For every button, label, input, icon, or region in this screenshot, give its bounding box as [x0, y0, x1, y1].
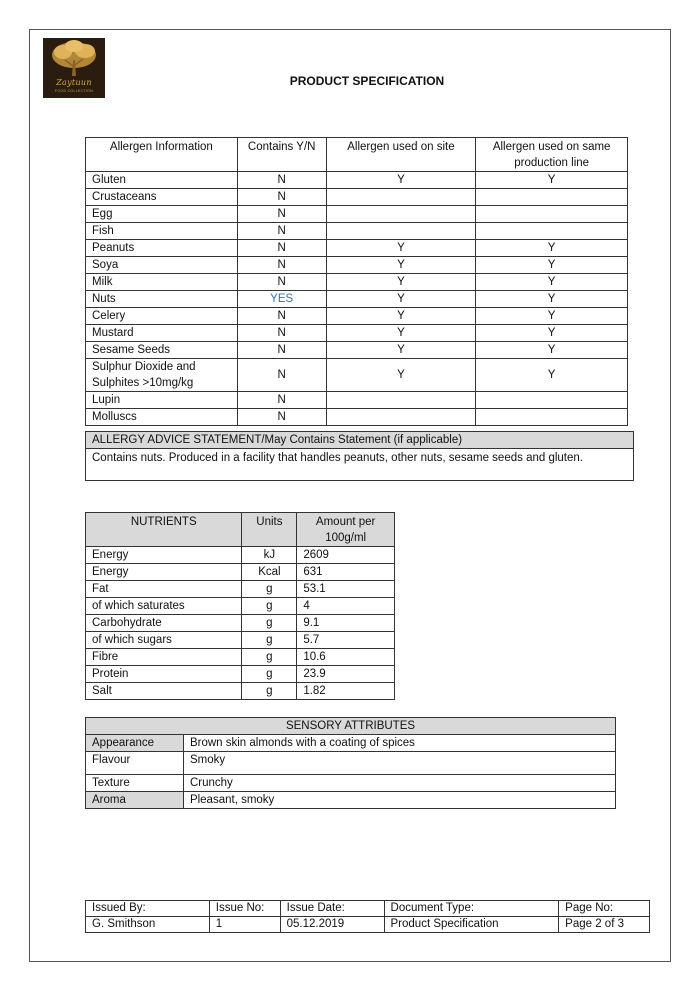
nutrient-name: Fat: [86, 581, 242, 598]
nutrient-unit: g: [242, 598, 297, 615]
issue-date-value: 05.12.2019: [280, 917, 384, 933]
allergen-contains: N: [237, 342, 326, 359]
nutrient-row: [86, 564, 395, 581]
sensory-heading: SENSORY ATTRIBUTES: [86, 718, 616, 735]
nutrient-name: of which saturates: [86, 598, 242, 615]
allergen-name: Gluten: [86, 172, 238, 189]
allergen-used-on-site: Y: [326, 274, 476, 291]
sensory-attribute-name: Appearance: [86, 735, 184, 752]
page-title: PRODUCT SPECIFICATION: [289, 74, 445, 88]
allergen-column-header: Allergen Information: [86, 138, 238, 172]
allergen-used-on-site: [326, 392, 476, 409]
allergen-used-on-line: Y: [476, 291, 628, 308]
nutrient-unit: g: [242, 683, 297, 700]
allergen-row: [86, 172, 628, 189]
sensory-row: [86, 775, 616, 792]
allergen-name: Milk: [86, 274, 238, 291]
allergen-used-on-site: [326, 189, 476, 206]
nutrient-row: [86, 598, 395, 615]
nutrient-amount: 1.82: [297, 683, 395, 700]
allergen-used-on-site: Y: [326, 342, 476, 359]
nutrient-name: Fibre: [86, 649, 242, 666]
allergen-used-on-site: Y: [326, 291, 476, 308]
nutrient-unit: g: [242, 666, 297, 683]
allergen-row: [86, 359, 628, 392]
nutrients-table: [85, 512, 395, 700]
nutrient-amount: 631: [297, 564, 395, 581]
allergen-contains: N: [237, 409, 326, 426]
footer-value-row: [86, 917, 650, 933]
allergen-table: [85, 137, 628, 426]
allergen-name: Peanuts: [86, 240, 238, 257]
allergen-name: Egg: [86, 206, 238, 223]
units-column-header: Units: [242, 513, 297, 547]
allergen-contains: N: [237, 240, 326, 257]
sensory-row: [86, 735, 616, 752]
allergen-row: [86, 308, 628, 325]
nutrient-amount: 10.6: [297, 649, 395, 666]
allergen-name: Mustard: [86, 325, 238, 342]
allergen-row: [86, 223, 628, 240]
nutrient-row: [86, 666, 395, 683]
allergen-row: [86, 206, 628, 223]
nutrient-unit: g: [242, 649, 297, 666]
document-type-value: Product Specification: [384, 917, 559, 933]
allergen-contains: YES: [237, 291, 326, 308]
page-no-label: Page No:: [559, 901, 650, 917]
sensory-attribute-name: Aroma: [86, 792, 184, 809]
nutrient-unit: g: [242, 615, 297, 632]
allergen-used-on-site: [326, 409, 476, 426]
allergen-row: [86, 342, 628, 359]
allergen-contains: N: [237, 223, 326, 240]
nutrient-row: [86, 581, 395, 598]
allergen-used-on-line: Y: [476, 325, 628, 342]
nutrients-column-header: NUTRIENTS: [86, 513, 242, 547]
allergen-used-on-line: Y: [476, 240, 628, 257]
nutrient-amount: 4: [297, 598, 395, 615]
allergen-contains: N: [237, 325, 326, 342]
issue-no-label: Issue No:: [209, 901, 280, 917]
nutrient-amount: 9.1: [297, 615, 395, 632]
contains-column-header: Contains Y/N: [237, 138, 326, 172]
sensory-attribute-value: Pleasant, smoky: [183, 792, 615, 809]
nutrient-row: [86, 649, 395, 666]
logo-text: Zaytuun: [56, 78, 92, 87]
logo-subtext: FOOD COLLECTION: [55, 89, 93, 93]
nutrients-table-body: [86, 547, 395, 700]
nutrient-name: Carbohydrate: [86, 615, 242, 632]
allergen-row: [86, 325, 628, 342]
nutrient-row: [86, 547, 395, 564]
allergen-row: [86, 257, 628, 274]
document-footer-table: [85, 900, 650, 933]
nutrient-row: [86, 615, 395, 632]
sensory-row: [86, 752, 616, 775]
nutrient-name: Protein: [86, 666, 242, 683]
allergen-used-on-site: [326, 223, 476, 240]
allergen-name: Crustaceans: [86, 189, 238, 206]
allergen-row: [86, 409, 628, 426]
nutrient-row: [86, 632, 395, 649]
allergen-name: Celery: [86, 308, 238, 325]
nutrient-amount: 53.1: [297, 581, 395, 598]
allergy-advice-heading: ALLERGY ADVICE STATEMENT/May Contains Statement (if applicable): [86, 432, 634, 449]
allergy-advice-table: [85, 431, 634, 481]
allergen-used-on-site: Y: [326, 257, 476, 274]
nutrient-name: of which sugars: [86, 632, 242, 649]
allergen-contains: N: [237, 257, 326, 274]
allergen-contains: N: [237, 274, 326, 291]
sensory-attribute-name: Texture: [86, 775, 184, 792]
allergen-row: [86, 274, 628, 291]
allergen-used-on-line: Y: [476, 359, 628, 392]
page-no-value: Page 2 of 3: [559, 917, 650, 933]
allergen-used-on-site: Y: [326, 308, 476, 325]
company-logo: [43, 38, 105, 98]
nutrient-amount: 23.9: [297, 666, 395, 683]
allergen-row: [86, 392, 628, 409]
allergen-contains: N: [237, 308, 326, 325]
allergen-name: Nuts: [86, 291, 238, 308]
allergen-used-on-line: Y: [476, 342, 628, 359]
allergen-used-on-line: [476, 409, 628, 426]
allergen-contains: N: [237, 392, 326, 409]
nutrient-amount: 2609: [297, 547, 395, 564]
allergen-contains: N: [237, 206, 326, 223]
nutrient-unit: Kcal: [242, 564, 297, 581]
allergen-used-on-line: [476, 392, 628, 409]
sensory-attribute-value: Brown skin almonds with a coating of spices: [183, 735, 615, 752]
nutrient-name: Energy: [86, 564, 242, 581]
line-column-header: Allergen used on same production line: [476, 138, 628, 172]
sensory-attribute-value: Smoky: [183, 752, 615, 775]
amount-column-header: Amount per 100g/ml: [297, 513, 395, 547]
nutrient-amount: 5.7: [297, 632, 395, 649]
nutrient-unit: kJ: [242, 547, 297, 564]
allergen-used-on-site: Y: [326, 172, 476, 189]
issued-by-value: G. Smithson: [86, 917, 210, 933]
allergen-contains: N: [237, 359, 326, 392]
footer-label-row: [86, 901, 650, 917]
allergen-row: [86, 189, 628, 206]
nutrients-header-row: [86, 513, 395, 547]
allergen-name: Lupin: [86, 392, 238, 409]
allergen-row: [86, 240, 628, 257]
sensory-attributes-table: [85, 717, 616, 809]
allergen-name: Fish: [86, 223, 238, 240]
nutrient-unit: g: [242, 581, 297, 598]
allergen-contains: N: [237, 189, 326, 206]
issue-no-value: 1: [209, 917, 280, 933]
allergen-used-on-line: Y: [476, 308, 628, 325]
allergen-name: Sulphur Dioxide and Sulphites >10mg/kg: [86, 359, 238, 392]
sensory-row: [86, 792, 616, 809]
allergen-contains: N: [237, 172, 326, 189]
allergen-used-on-site: Y: [326, 240, 476, 257]
allergen-used-on-line: [476, 223, 628, 240]
allergy-advice-text: Contains nuts. Produced in a facility that handles peanuts, other nuts, sesame seeds and gluten.: [86, 449, 634, 481]
sensory-attribute-value: Crunchy: [183, 775, 615, 792]
allergen-header-row: [86, 138, 628, 172]
sensory-table-body: [86, 735, 616, 809]
allergen-used-on-site: [326, 206, 476, 223]
allergen-used-on-line: Y: [476, 172, 628, 189]
site-column-header: Allergen used on site: [326, 138, 476, 172]
allergen-name: Molluscs: [86, 409, 238, 426]
allergen-name: Sesame Seeds: [86, 342, 238, 359]
nutrient-row: [86, 683, 395, 700]
nutrient-unit: g: [242, 632, 297, 649]
allergen-used-on-line: Y: [476, 274, 628, 291]
allergen-name: Soya: [86, 257, 238, 274]
allergen-used-on-line: Y: [476, 257, 628, 274]
allergen-used-on-line: [476, 206, 628, 223]
allergen-used-on-site: Y: [326, 359, 476, 392]
nutrient-name: Energy: [86, 547, 242, 564]
allergen-used-on-line: [476, 189, 628, 206]
nutrient-name: Salt: [86, 683, 242, 700]
issued-by-label: Issued By:: [86, 901, 210, 917]
allergen-table-body: [86, 172, 628, 426]
sensory-attribute-name: Flavour: [86, 752, 184, 775]
allergen-used-on-site: Y: [326, 325, 476, 342]
allergen-row: [86, 291, 628, 308]
issue-date-label: Issue Date:: [280, 901, 384, 917]
document-type-label: Document Type:: [384, 901, 559, 917]
